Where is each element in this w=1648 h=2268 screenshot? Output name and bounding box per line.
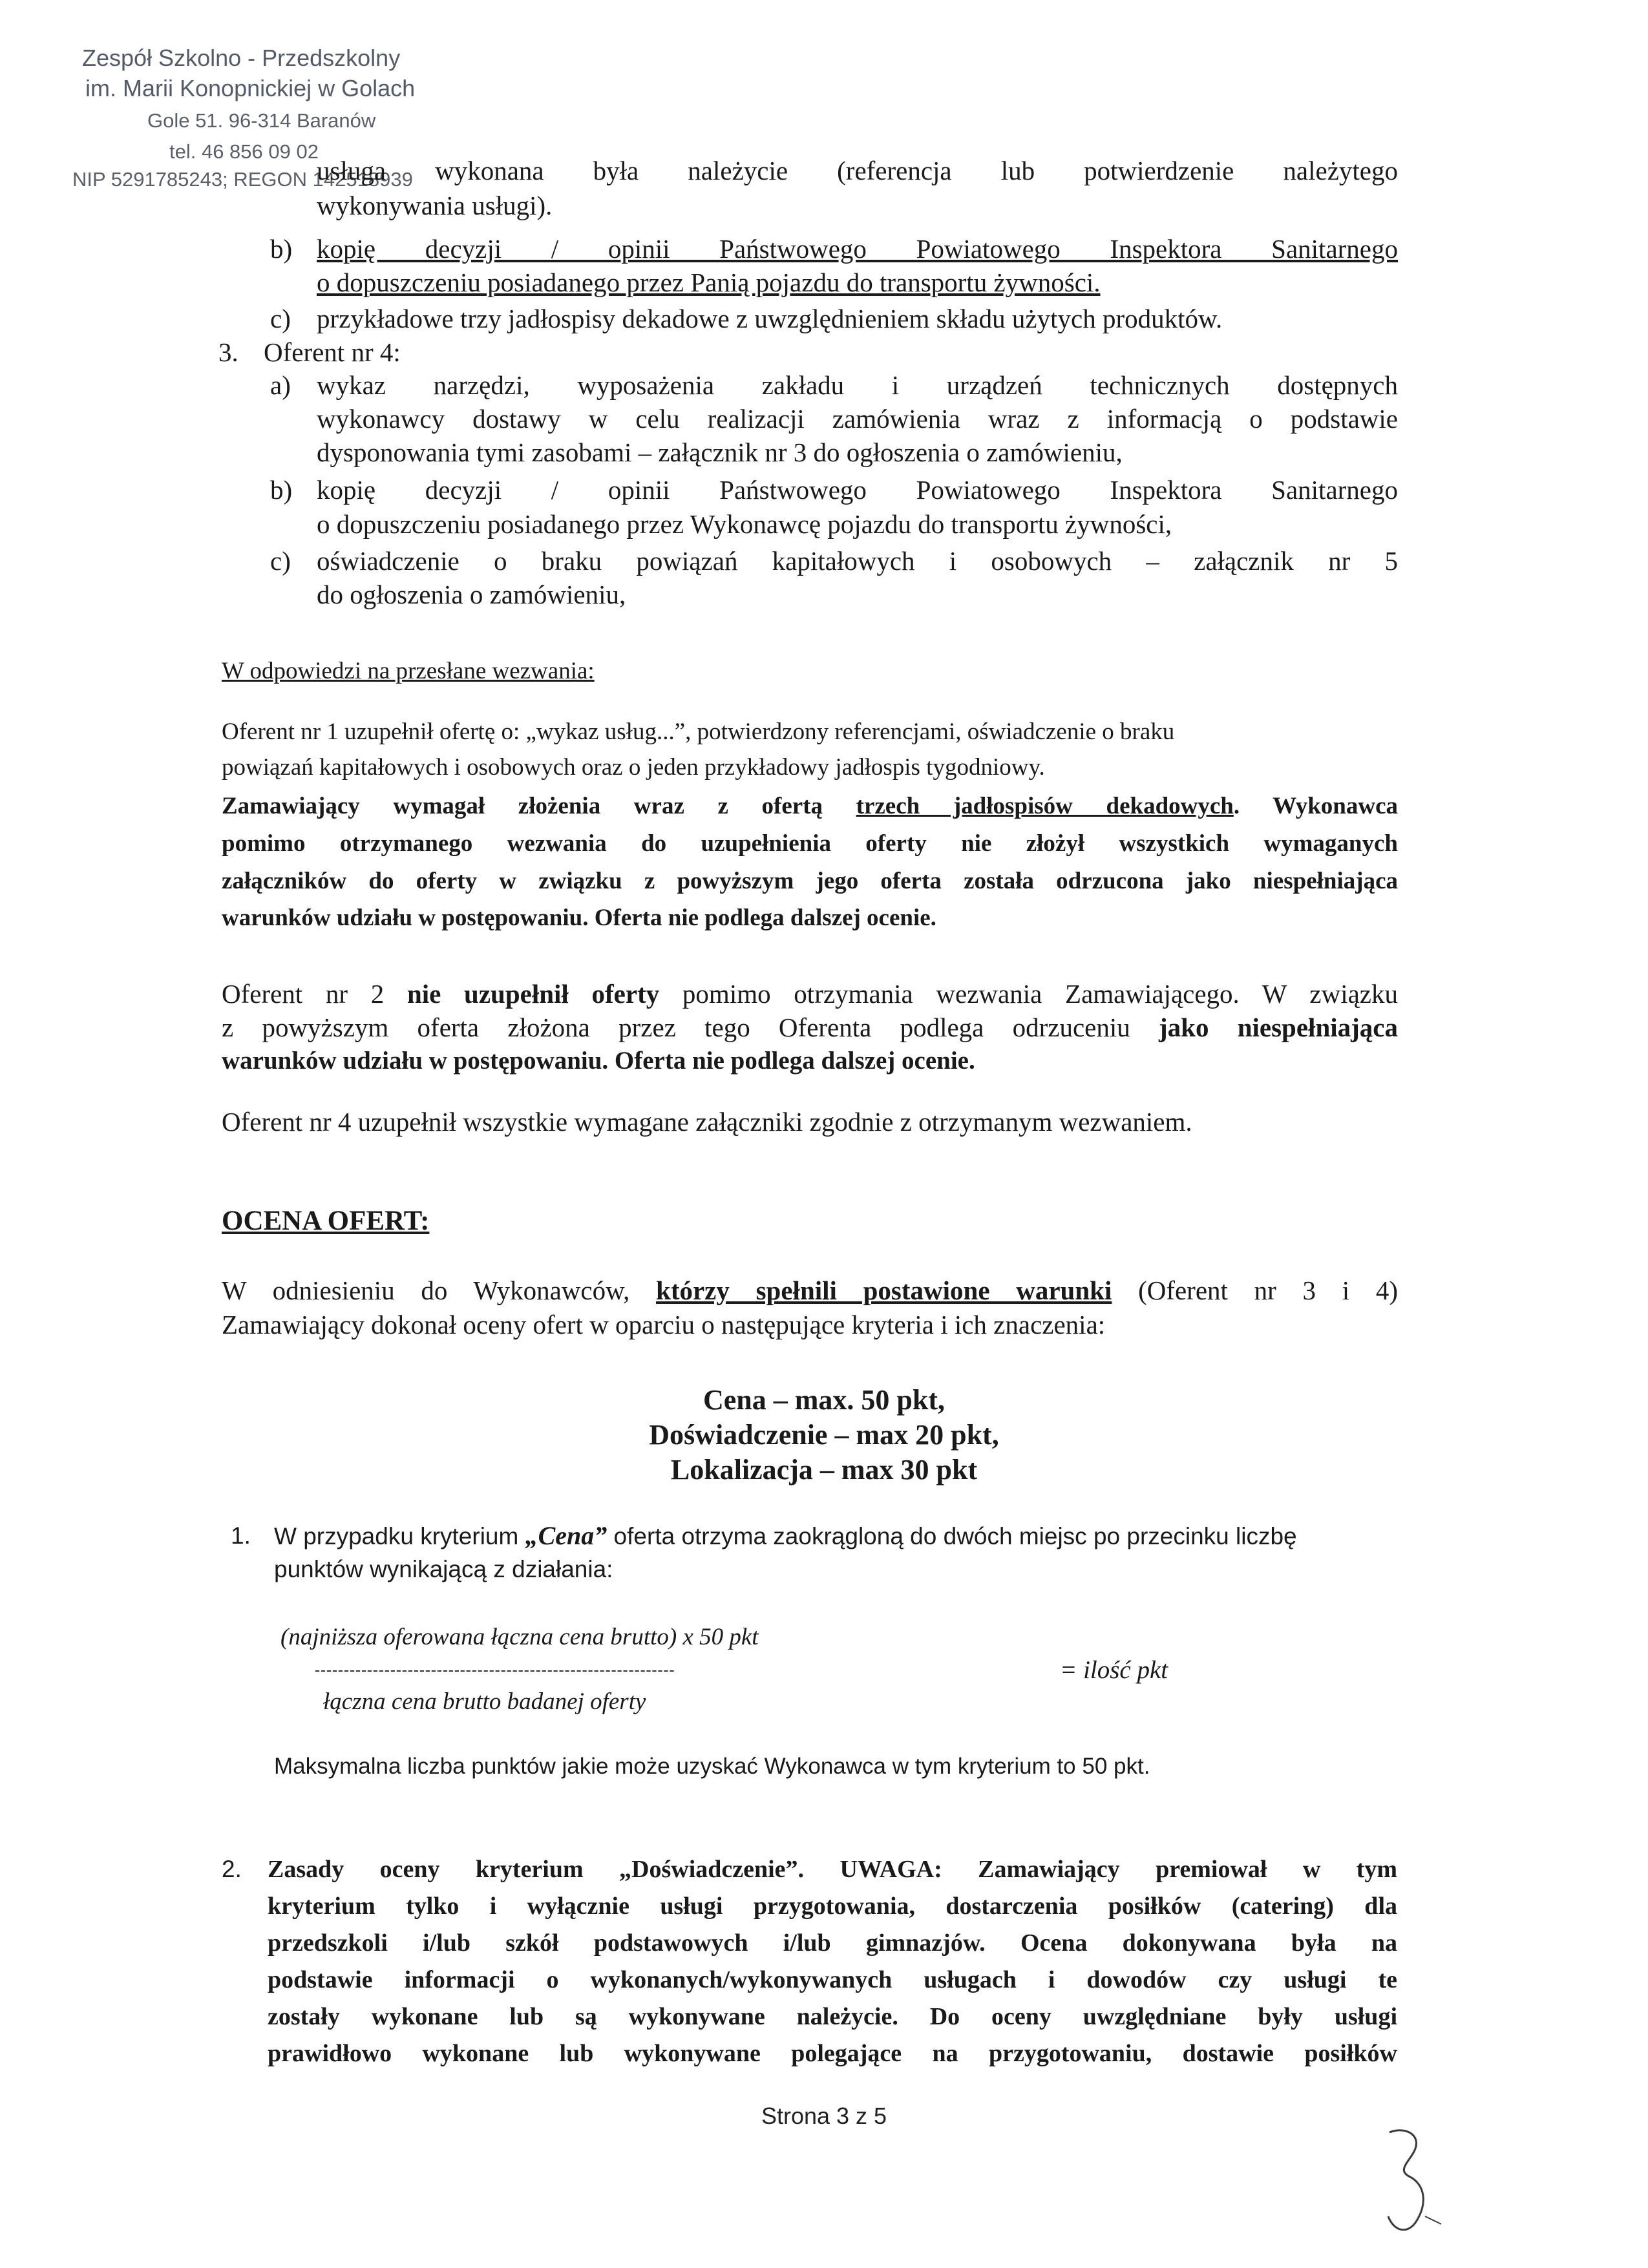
ocena-p2: Zamawiający dokonał oceny ofert w oparciu o następujące kryteria i ich znaczenia:: [222, 1310, 1106, 1339]
item3-a-line-1: wykaz narzędzi, wyposażenia zakładu i urządzeń technicznych dostępnych: [317, 370, 1398, 400]
item3-c-marker: c): [270, 546, 291, 576]
criterion-doswiadczenie: Doświadczenie – max 20 pkt,: [649, 1419, 999, 1451]
stamp-line-address: Gole 51. 96-314 Baranów: [147, 109, 376, 132]
item2-line-3: przedszkoli i/lub szkół podstawowych i/lub gimnazjów. Ocena dokonywana była na: [268, 1929, 1397, 1957]
ocena-p1a: W odniesieniu do Wykonawców,: [222, 1276, 657, 1305]
response-heading: W odpowiedzi na przesłane wezwania:: [222, 658, 595, 684]
item3-a-line-3: dysponowania tymi zasobami – załącznik nr 3 do ogłoszenia o zamówieniu,: [317, 437, 1123, 467]
formula-numerator: (najniższa oferowana łączna cena brutto) x 50 pkt: [280, 1624, 759, 1650]
item2-line-4: podstawie informacji o wykonanych/wykonywanych usługach i dowodów czy usługi te: [268, 1966, 1397, 1993]
criterion-lokalizacja: Lokalizacja – max 30 pkt: [670, 1454, 978, 1486]
item1-l1a: W przypadku kryterium: [274, 1523, 525, 1549]
response-p3: Oferent nr 4 uzupełnił wszystkie wymagane załączniki zgodnie z otrzymanym wezwaniem.: [222, 1107, 1192, 1137]
handwritten-initial: [1370, 2119, 1467, 2249]
top-c-marker: c): [270, 304, 291, 333]
item1-l1b: „Cena”: [525, 1521, 607, 1550]
top-b-line-2: o dopuszczeniu posiadanego przez Panią pojazdu do transportu żywności.: [317, 268, 1101, 297]
response-p1-bold-1a: Zamawiający wymagał złożenia wraz z ofertą: [222, 793, 856, 819]
item3-c-line-1: oświadczenie o braku powiązań kapitałowych i osobowych – załącznik nr 5: [317, 546, 1398, 576]
formula-fraction-line: --------------------------------------------------------------: [315, 1662, 675, 1679]
item3-b-line-1: kopię decyzji / opinii Państwowego Powiatowego Inspektora Sanitarnego: [317, 475, 1398, 505]
ocena-p1: [222, 1272, 1398, 1308]
item3-c-line-2: do ogłoszenia o zamówieniu,: [317, 580, 626, 609]
item3-b-marker: b): [270, 475, 293, 505]
formula-denominator: łączna cena brutto badanej oferty: [323, 1688, 646, 1715]
top-line-2: wykonywania usługi).: [317, 191, 553, 220]
item2-line-1: Zasady oceny kryterium „Doświadczenie”. UWAGA: Zamawiający premiował w tym: [268, 1856, 1397, 1883]
response-p2-line-1: [222, 976, 1398, 1012]
criterion-cena: Cena – max. 50 pkt,: [703, 1384, 945, 1416]
item1-line-2: punktów wynikającą z działania:: [274, 1556, 613, 1582]
stamp-line-nip: NIP 5291785243; REGON 142518939: [72, 168, 413, 191]
response-p2-line-2: [222, 1009, 1398, 1045]
item2-line-2: kryterium tylko i wyłącznie usługi przygotowania, dostarczenia posiłków (catering) dla: [268, 1893, 1397, 1920]
top-b-line-1: kopię decyzji / opinii Państwowego Powiatowego Inspektora Sanitarnego: [317, 234, 1398, 264]
item2-number: 2.: [222, 1856, 242, 1882]
item1-l1c: oferta otrzyma zaokrągloną do dwóch miejsc po przecinku liczbę: [607, 1523, 1297, 1549]
response-p2-1c: pomimo otrzymania wezwania Zamawiającego. W związku: [659, 979, 1398, 1009]
response-p1-bold-line-3: załączników do oferty w związku z powyższym jego oferta została odrzucona jako niespełniająca: [222, 868, 1398, 894]
response-p2-2b: jako niespełniająca: [1159, 1013, 1398, 1042]
response-p2-1a: Oferent nr 2: [222, 979, 407, 1009]
stamp-line-phone: tel. 46 856 09 02: [169, 140, 319, 163]
item1-line-1: [274, 1518, 1297, 1555]
response-p1-line-2: powiązań kapitałowych i osobowych oraz o jeden przykładowy jadłospis tygodniowy.: [222, 754, 1045, 781]
item3-a-line-2: wykonawcy dostawy w celu realizacji zamówienia wraz z informacją o podstawie: [317, 404, 1398, 434]
response-p2-line-3: warunków udziału w postępowaniu. Oferta nie podlega dalszej ocenie.: [222, 1047, 975, 1075]
item2-line-6: prawidłowo wykonane lub wykonywane polegające na przygotowaniu, dostawie posiłków: [268, 2040, 1397, 2067]
item3-a-marker: a): [270, 370, 291, 400]
response-p1-bold-line-4: warunków udziału w postępowaniu. Oferta nie podlega dalszej ocenie.: [222, 905, 936, 931]
response-p2-1b: nie uzupełnił oferty: [407, 979, 660, 1009]
item3-b-line-2: o dopuszczeniu posiadanego przez Wykonawcę pojazdu do transportu żywności,: [317, 509, 1172, 539]
response-p1-bold-1b: . Wykonawca: [1233, 793, 1398, 819]
response-p2-2a: z powyższym oferta złożona przez tego Oferenta podlega odrzuceniu: [222, 1013, 1159, 1042]
item1-number: 1.: [231, 1522, 251, 1549]
ocena-p1b: (Oferent nr 3 i 4): [1112, 1276, 1398, 1305]
response-p1-bold-line-1: [222, 788, 1398, 824]
response-p1-line-1: Oferent nr 1 uzupełnił ofertę o: „wykaz usług...”, potwierdzony referencjami, oświadczenie o braku: [222, 719, 1175, 745]
stamp-line-name: im. Marii Konopnickiej w Golach: [85, 75, 416, 101]
stamp-line-school: Zespół Szkolno - Przedszkolny: [82, 45, 401, 71]
ocena-p1u: którzy spełnili postawione warunki: [656, 1276, 1112, 1305]
ocena-heading: OCENA OFERT:: [222, 1206, 430, 1236]
response-p1-bold-line-2: pomimo otrzymanego wezwania do uzupełnienia oferty nie złożył wszystkich wymaganych: [222, 830, 1398, 857]
response-p1-bold-1u: trzech jadłospisów dekadowych: [856, 793, 1234, 819]
item3-number: 3.: [218, 337, 238, 367]
top-line-1: usługa wykonana była należycie (referencja lub potwierdzenie należytego: [317, 156, 1398, 185]
item1-max-note: Maksymalna liczba punktów jakie może uzyskać Wykonawca w tym kryterium to 50 pkt.: [274, 1754, 1150, 1779]
item3-title: Oferent nr 4:: [264, 337, 401, 367]
page-number: Strona 3 z 5: [761, 2103, 887, 2129]
top-b-marker: b): [270, 234, 293, 264]
top-c-line-1: przykładowe trzy jadłospisy dekadowe z uwzględnieniem składu użytych produktów.: [317, 304, 1223, 333]
item2-line-5: zostały wykonane lub są wykonywane należycie. Do oceny uwzględniane były usługi: [268, 2003, 1397, 2030]
formula-result: = ilość pkt: [1060, 1656, 1168, 1684]
